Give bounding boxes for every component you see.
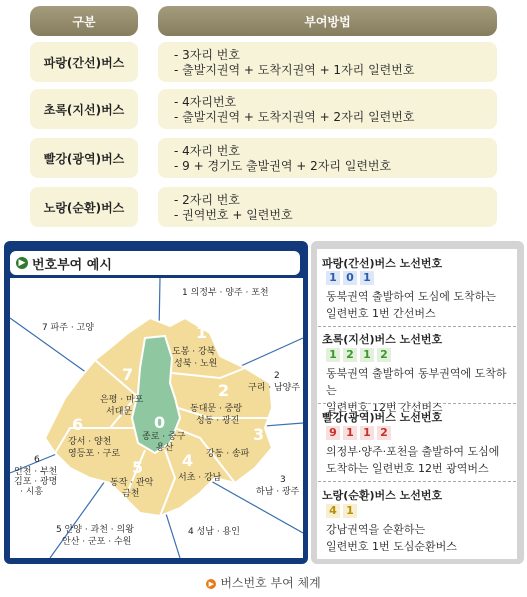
digit: 1: [360, 426, 374, 440]
outer-area-label: 하남 · 광주: [256, 487, 300, 497]
desc-line: 동북권역 출발하여 동부권역에 도착하는: [326, 367, 507, 397]
zone-label: 은평 · 마포: [100, 395, 144, 405]
outer-area-label: 1 의정부 · 양주 · 포천: [182, 288, 269, 298]
desc-line: 도착하는 일련번호 12번 광역버스: [326, 462, 489, 475]
outer-area-label: 안산 · 군포 · 수원: [62, 537, 132, 547]
divider: [318, 481, 516, 482]
map-svg: [10, 278, 303, 558]
zone-label: 용산: [156, 443, 174, 453]
row-method: [158, 89, 497, 129]
example-title: 초록(지선)버스 노선번호: [322, 333, 443, 346]
zone-label: 영등포 · 구로: [68, 449, 121, 459]
method-line: - 9 + 경기도 출발권역 + 2자리 일련번호: [174, 159, 392, 173]
zone-label: 도봉 · 강북: [172, 347, 216, 357]
digit: 1: [343, 426, 357, 440]
caption-text: 버스번호 부여 체계: [220, 576, 321, 590]
row-category: 초록(지선)버스: [30, 89, 138, 129]
row-method: [158, 42, 497, 82]
digit: 1: [360, 271, 374, 285]
desc-line: 강남권역을 순환하는: [326, 523, 426, 536]
method-line: - 3자리 번호: [174, 48, 240, 62]
zone-label: 서초 · 강남: [178, 473, 222, 483]
digit: 1: [326, 348, 340, 362]
zone-label: 강서 · 양천: [68, 437, 112, 447]
example-desc: [326, 521, 516, 555]
digit: 2: [377, 426, 391, 440]
desc-line: 일련번호 12번 간선버스: [326, 401, 443, 414]
zone-label: 서대문: [106, 407, 133, 417]
outer-area-label: 구리 · 남양주: [248, 383, 301, 393]
zone-number: 7: [122, 365, 134, 384]
outer-area-label: 7 파주 · 고양: [42, 323, 94, 333]
row-category: 파랑(간선)버스: [30, 42, 138, 82]
zone-number: 5: [132, 458, 144, 477]
digit: 1: [360, 348, 374, 362]
digit: 0: [343, 271, 357, 285]
arrow-icon: ▶: [16, 257, 28, 269]
zone-label: 강동 · 송파: [206, 449, 250, 459]
outer-area-label: 3: [280, 475, 286, 485]
method-line: - 4자리 번호: [174, 144, 240, 158]
digit: 1: [343, 504, 357, 518]
route-number-digits: [326, 504, 357, 518]
digit: 9: [326, 426, 340, 440]
route-number-digits: [326, 271, 374, 285]
zone-number: 6: [72, 415, 84, 434]
outer-area-label: 4 성남 · 용인: [188, 527, 240, 537]
method-line: - 4자리번호: [174, 95, 237, 109]
desc-line: 의정부·양주·포천을 출발하여 도심에: [326, 445, 500, 458]
zone-label: 동대문 · 중랑: [190, 404, 243, 414]
zone-label: 동작 · 관악: [110, 478, 154, 488]
header-method: 부여방법: [158, 6, 497, 36]
divider: [318, 403, 516, 404]
zone-number: 2: [218, 381, 230, 400]
method-line: - 출발지권역 + 도착지권역 + 2자리 일련번호: [174, 110, 415, 124]
route-number-digits: [326, 426, 391, 440]
divider: [318, 326, 516, 327]
map-title: 번호부여 예시: [32, 257, 112, 273]
example-title: 노랑(순환)버스 노선번호: [322, 489, 443, 502]
row-category: 노랑(순환)버스: [30, 187, 138, 227]
method-line: - 2자리 번호: [174, 193, 240, 207]
outer-area-label: 6: [34, 455, 40, 465]
desc-line: 일련번호 1번 도심순환버스: [326, 540, 457, 553]
zone-number: 0: [154, 413, 166, 432]
method-line: - 권역번호 + 일련번호: [174, 208, 293, 222]
example-desc: [326, 443, 516, 477]
example-title: 빨강(광역)버스 노선번호: [322, 411, 443, 424]
zone-label: 성북 · 노원: [174, 359, 218, 369]
digit: 4: [326, 504, 340, 518]
example-title: 파랑(간선)버스 노선번호: [322, 257, 443, 270]
outer-area-label: · 시흥: [20, 487, 44, 497]
zone-label: 금천: [122, 489, 140, 499]
route-number-digits: [326, 348, 391, 362]
row-method: [158, 187, 497, 227]
zone-number: 3: [253, 425, 265, 444]
example-desc: [326, 288, 516, 322]
desc-line: 동북권역 출발하여 도심에 도착하는: [326, 290, 496, 303]
zone-number: 4: [182, 451, 194, 470]
zone-number: 1: [196, 323, 208, 342]
digit: 2: [377, 348, 391, 362]
header-category: 구분: [30, 6, 138, 36]
outer-area-label: 인천 · 부천: [14, 467, 58, 477]
method-line: - 출발지권역 + 도착지권역 + 1자리 일련번호: [174, 63, 415, 77]
outer-area-label: 2: [274, 371, 280, 381]
row-method: [158, 138, 497, 178]
outer-area-label: 김포 · 광명: [14, 477, 58, 487]
figure-caption: [0, 574, 527, 591]
desc-line: 일련번호 1번 간선버스: [326, 307, 436, 320]
zone-label: 종로 · 중구: [142, 432, 186, 442]
seoul-zone-map: [10, 278, 303, 558]
map-title-bar: [10, 251, 300, 275]
caption-arrow-icon: ▶: [206, 579, 216, 589]
row-category: 빨강(광역)버스: [30, 138, 138, 178]
zone-label: 성동 · 광진: [196, 416, 240, 426]
digit: 2: [343, 348, 357, 362]
digit: 1: [326, 271, 340, 285]
outer-area-label: 5 안양 · 과천 · 의왕: [56, 525, 134, 535]
